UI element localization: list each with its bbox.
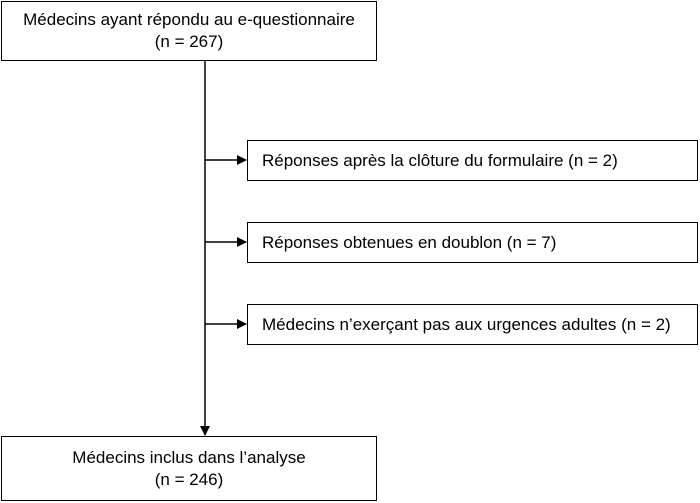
exclusion-label-2: Réponses obtenues en doublon (n = 7) [262,232,557,252]
bottom-box-line2: (n = 246) [154,469,224,489]
exclusion-label-1: Réponses après la clôture du formulaire (n = 2) [262,150,618,170]
exclusion-box-1 [247,140,698,181]
top-box-line1: Médecins ayant répondu au e-questionnaire [23,10,355,29]
top-box [1,1,377,61]
bottom-box [1,436,377,501]
exclusion-label-3: Médecins n’exerçant pas aux urgences adultes (n = 2) [262,314,671,334]
top-box-line2: (n = 267) [154,32,224,51]
bottom-box-line1: Médecins inclus dans l’analyse [72,447,306,467]
exclusion-box-2 [247,222,698,263]
exclusion-box-3 [247,304,698,345]
